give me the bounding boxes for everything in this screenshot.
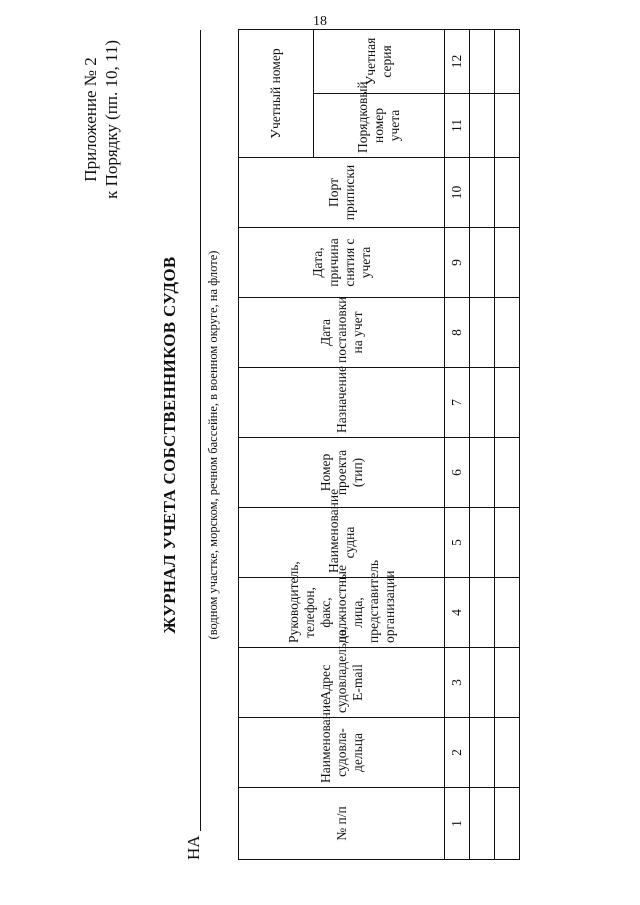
page-number: 18 [313, 14, 327, 29]
na-row [180, 30, 204, 860]
table-cell[interactable] [495, 788, 520, 860]
appendix-header [80, 40, 122, 199]
table-cell[interactable] [470, 508, 495, 578]
table-cell[interactable] [495, 158, 520, 228]
table-cell[interactable] [470, 788, 495, 860]
header-col-6: Номер проекта (тип) [239, 438, 445, 508]
table-cell[interactable] [470, 648, 495, 718]
table-cell[interactable] [470, 298, 495, 368]
table-cell[interactable] [470, 578, 495, 648]
appendix-line-1: Приложение № 2 [81, 57, 100, 182]
journal-table [238, 29, 520, 860]
col-number-10: 10 [445, 158, 470, 228]
journal-title: ЖУРНАЛ УЧЕТА СОБСТВЕННИКОВ СУДОВ [160, 256, 179, 634]
table-cell[interactable] [470, 94, 495, 158]
col-number-4: 4 [445, 578, 470, 648]
header-col-3: Адрес судовладельца, E-mail [239, 648, 445, 718]
header-col-10: Порт приписки [239, 158, 445, 228]
header-col-8: Дата постановки на учет [239, 298, 445, 368]
table-row [470, 29, 495, 859]
table-cell[interactable] [495, 508, 520, 578]
col-number-9: 9 [445, 228, 470, 298]
header-col-7: Назначение [239, 368, 445, 438]
header-col-9: Дата, причина снятия с учета [239, 228, 445, 298]
header-col-2: Наименование судовла-дельца [239, 718, 445, 788]
table-cell[interactable] [495, 578, 520, 648]
table-cell[interactable] [495, 368, 520, 438]
na-label: НА [184, 835, 203, 860]
col-number-5: 5 [445, 508, 470, 578]
column-number-row [445, 29, 470, 859]
col-number-8: 8 [445, 298, 470, 368]
col-number-12: 12 [445, 29, 470, 93]
table-cell[interactable] [495, 94, 520, 158]
table-cell[interactable] [470, 718, 495, 788]
header-col-1: № п/п [239, 788, 445, 860]
appendix-line-2: к Порядку (пп. 10, 11) [102, 40, 121, 199]
col-number-3: 3 [445, 648, 470, 718]
header-col-5: Наименование судна [239, 508, 445, 578]
table-cell[interactable] [495, 438, 520, 508]
table-row [495, 29, 520, 859]
table-cell[interactable] [495, 648, 520, 718]
table-cell[interactable] [470, 228, 495, 298]
header-group-account-number: Учетный номер [239, 29, 314, 157]
table-cell[interactable] [495, 29, 520, 93]
header-col-4: Руководитель, телефон, факс, должностные лица, представитель организации [239, 578, 445, 648]
col-number-11: 11 [445, 94, 470, 158]
table-cell[interactable] [470, 368, 495, 438]
na-fill-line [199, 30, 201, 831]
table-cell[interactable] [470, 158, 495, 228]
col-number-7: 7 [445, 368, 470, 438]
table-cell[interactable] [495, 718, 520, 788]
table-cell[interactable] [470, 438, 495, 508]
table-cell[interactable] [495, 298, 520, 368]
col-number-2: 2 [445, 718, 470, 788]
header-col-12: Учетная серия [314, 29, 445, 93]
col-number-6: 6 [445, 438, 470, 508]
rotated-form [80, 30, 500, 860]
location-caption: (водном участке, морском, речном бассейне, в военном округе, на флоте) [206, 250, 220, 640]
table-cell[interactable] [470, 29, 495, 93]
col-number-1: 1 [445, 788, 470, 860]
table-cell[interactable] [495, 228, 520, 298]
header-col-11: Порядковый номер учета [314, 94, 445, 158]
